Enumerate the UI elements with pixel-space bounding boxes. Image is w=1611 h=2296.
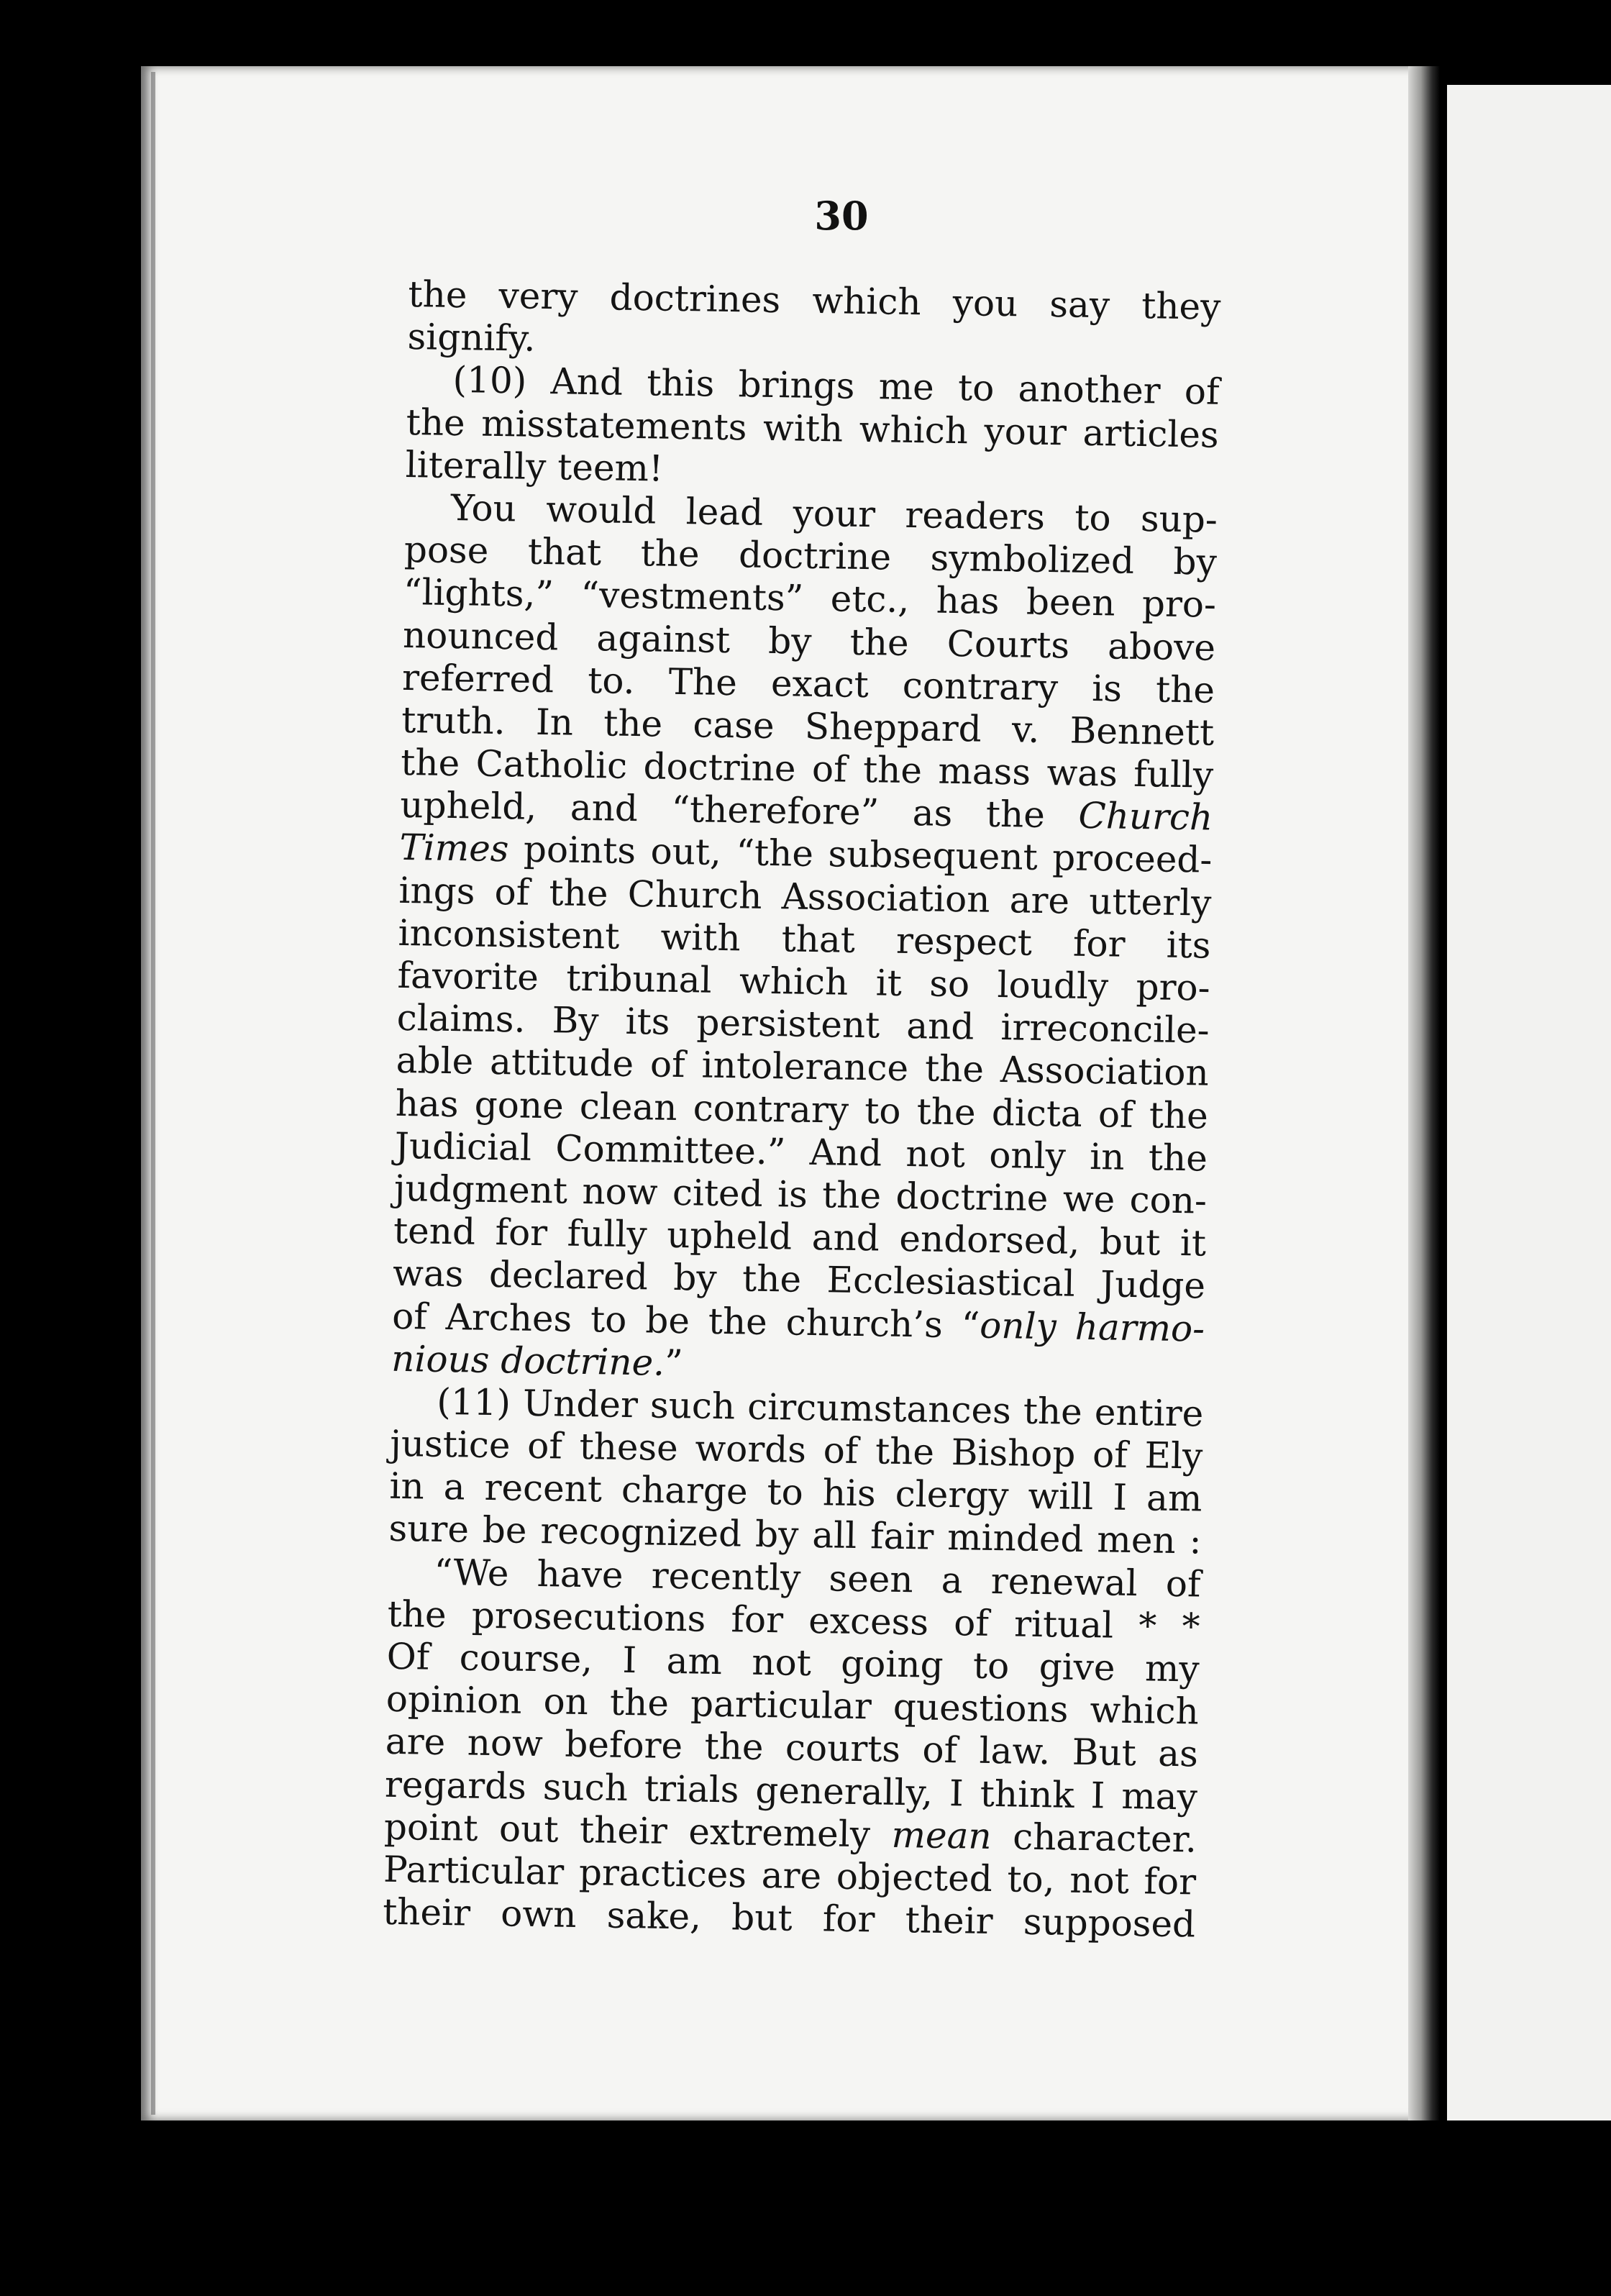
line-text: point out their extremely	[383, 1805, 893, 1856]
line-text: the misstatements with which your articles	[406, 401, 1220, 456]
italic-text: Church	[1078, 794, 1213, 839]
line-text: has gone clean contrary to the dicta of the	[395, 1082, 1209, 1137]
line-text: nounced against by the Courts above	[402, 614, 1216, 669]
line-text: signify.	[407, 316, 536, 360]
page-number: 30	[814, 193, 869, 239]
line-text: favorite tribunal which it so loudly pro-	[397, 954, 1210, 1009]
line-text: the very doctrines which you say they	[408, 273, 1221, 328]
book-gutter	[1408, 66, 1440, 2120]
line-text: Particular practices are objected to, not for	[383, 1848, 1197, 1903]
line-text: claims. By its persistent and irreconcile-	[396, 997, 1210, 1052]
body-text	[383, 273, 1221, 1946]
italic-text: nious doctrine.	[391, 1337, 665, 1384]
line-text: the prosecutions for excess of ritual * *	[387, 1593, 1201, 1648]
line-text: “lights,” “vestments” etc., has been pro-	[403, 571, 1217, 627]
line-text: regards such trials generally, I think I may	[384, 1763, 1198, 1818]
line-text: sure be recognized by all fair minded men :	[388, 1508, 1202, 1562]
line-text: character.	[991, 1815, 1197, 1861]
line-text: their own sake, but for their supposed	[382, 1890, 1196, 1946]
line-text: justice of these words of the Bishop of Ely	[389, 1422, 1203, 1477]
line-text: judgment now cited is the doctrine we con-	[393, 1167, 1208, 1222]
line-text: upheld, and “therefore” as the	[399, 784, 1079, 837]
line-text: (10) And this brings me to another of	[452, 359, 1220, 414]
line-text: Judicial Committee.” And not only in the	[394, 1124, 1208, 1180]
right-page-edge	[1447, 85, 1611, 2120]
line-text: opinion on the particular questions which	[385, 1677, 1200, 1733]
italic-text: mean	[891, 1813, 992, 1857]
page-edge-shadow	[151, 72, 155, 2115]
line-text: (11) Under such circumstances the entire	[436, 1380, 1204, 1435]
line-text: ings of the Church Association are utterly	[398, 869, 1212, 924]
italic-text: only harmo-	[979, 1304, 1205, 1350]
line-text: of Arches to be the church’s “	[391, 1295, 980, 1347]
line-text: in a recent charge to his clergy will I am	[389, 1465, 1202, 1520]
line-text: pose that the doctrine symbolized by	[403, 529, 1218, 583]
line-text: Of course, I am not going to give my	[386, 1635, 1200, 1690]
line-text: literally teem!	[405, 443, 664, 490]
line-text: “We have recently seen a renewal of	[434, 1551, 1201, 1605]
line-text: points out, “the subsequent proceed-	[508, 828, 1213, 882]
italic-text: Times	[399, 826, 509, 870]
line-text: ”	[664, 1341, 684, 1384]
line-text: inconsistent with that respect for its	[398, 911, 1211, 967]
line-text: are now before the courts of law. But as	[385, 1721, 1199, 1775]
line-text: truth. In the case Sheppard v. Bennett	[401, 698, 1215, 754]
line-text: able attitude of intolerance the Association	[396, 1039, 1210, 1094]
line-text: referred to. The exact contrary is the	[401, 656, 1215, 711]
line-text: the Catholic doctrine of the mass was fully	[400, 741, 1214, 796]
line-text: tend for fully upheld and endorsed, but it	[393, 1209, 1207, 1265]
line-text: You would lead your readers to sup-	[450, 486, 1218, 541]
line-text: was declared by the Ecclesiastical Judge	[392, 1252, 1206, 1307]
